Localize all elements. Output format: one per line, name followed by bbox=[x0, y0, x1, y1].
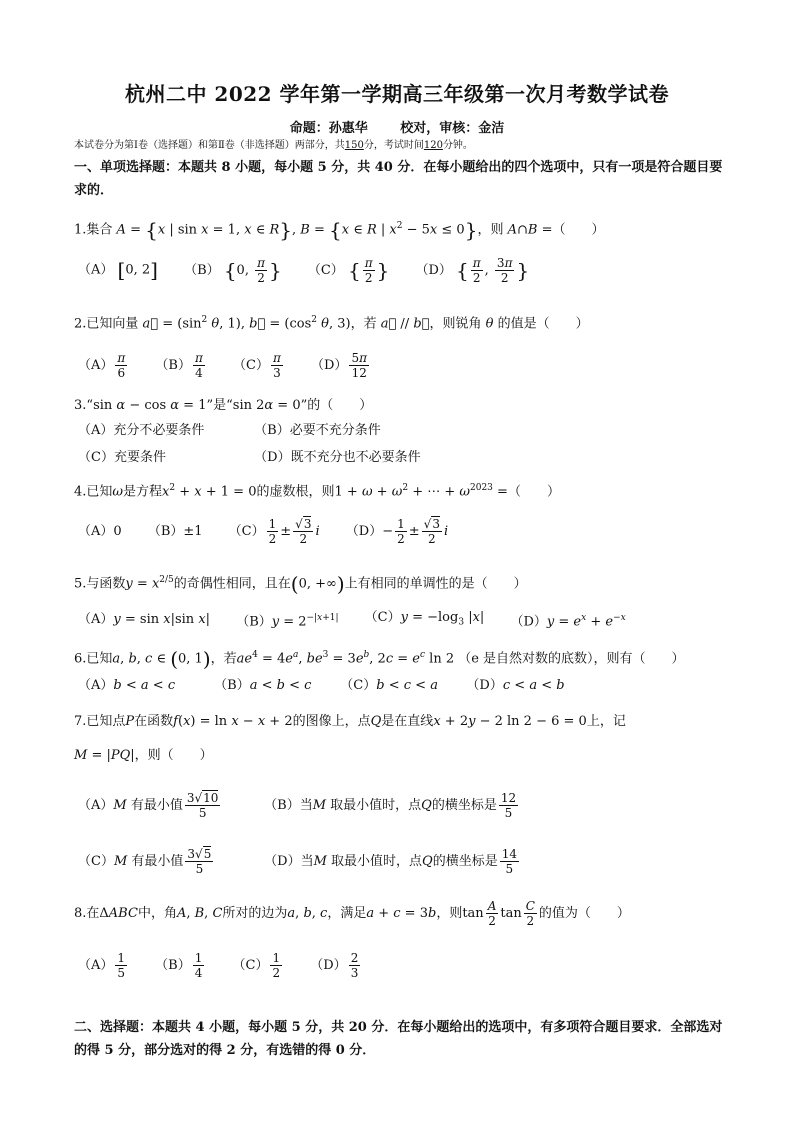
option-b: （B）当M 取最小值时，点Q的横坐标是 $\frac{12}{5}$ bbox=[264, 791, 517, 820]
option-d: （D） { $\frac{\pi}{2}$ , $\frac{3\pi}{2}$ } bbox=[415, 256, 530, 285]
option-d: （D）当M 取最小值时，点Q的横坐标是 $\frac{14}{5}$ bbox=[264, 847, 518, 876]
option-c: $(C)y = -\log_3$ |x| bbox=[364, 610, 485, 628]
option-b: （B） $\frac{\pi}{4}$ bbox=[155, 351, 203, 380]
option-a: （A）充分不必要条件 bbox=[78, 423, 205, 438]
option-a: （A）b < a < c bbox=[78, 678, 176, 693]
question-7-line2: M = |PQ|，则（ ） bbox=[74, 748, 213, 763]
option-c: （C） $\frac{1}{2}$ bbox=[232, 951, 281, 980]
option-c: （C） { $\frac{\pi}{2}$ } bbox=[307, 256, 390, 285]
option-d: （D）既不充分也不必要条件 bbox=[254, 450, 421, 465]
question-8: 8.在ΔABC中，角A, B, C所对的边为a, b, c，满足a + c = 3b，则tan $\frac{A}{2}$ tan $\frac{C}{2}$ 的值为（ ） bbox=[74, 899, 630, 928]
option-b: $(B)y = 2^{-|x+1|}$ bbox=[236, 613, 339, 630]
question-1-options bbox=[78, 257, 551, 284]
question-7: 7.已知点P在函数f(x) = ln x − x + 2的图像上，点Q是在直线x + 2y − 2 ln 2 − 6 = 0上，记 bbox=[74, 714, 626, 729]
section-1-heading: 一、单项选择题：本题共 8 小题，每小题 5 分，共 40 分．在每小题给出的四个选项中，只有一项是符合题目要求的． bbox=[74, 160, 723, 198]
option-d: （D）− $\frac{1}{2}$ ± $\frac{√3}{2}$ i bbox=[345, 517, 449, 546]
question-3-options-row1 bbox=[78, 421, 403, 442]
question-4-options bbox=[78, 518, 470, 545]
option-c: （C）b < c < a bbox=[340, 678, 438, 693]
question-6-options bbox=[78, 676, 587, 697]
question-3: 3.“sin α − cos α = 1”是“sin 2α = 0”的（ ） bbox=[74, 398, 373, 413]
option-c: （C） $\frac{1}{2}$ ± $\frac{√3}{2}$ i bbox=[228, 517, 320, 546]
question-2: 2.已知向量 a⃗ = ($\sin^2$ θ, 1), b⃗ = ($\cos^2$ θ, 3)，若 a⃗ // b⃗，则锐角 θ 的值是（ ） bbox=[74, 315, 589, 332]
option-b: （B）必要不充分条件 bbox=[254, 423, 381, 438]
question-7-options-row1 bbox=[78, 792, 542, 819]
page-title: 杭州二中 2022 学年第一学期高三年级第一次月考数学试卷 bbox=[124, 82, 670, 106]
section-2-heading: 二、选择题：本题共 4 小题，每小题 5 分，共 20 分．在每小题给出的选项中，有多项符合题目要求．全部选对的得 5 分，部分选对的得 2 分，有选错的得 0 分． bbox=[74, 1020, 723, 1058]
exam-note: 本试卷分为第Ⅰ卷（选择题）和第Ⅱ卷（非选择题）两部分，共150分，考试时间120分钟。 bbox=[74, 140, 473, 151]
option-d: （D）c < a < b bbox=[466, 678, 565, 693]
question-5: 5.与函数$y = x^{2/5}$的奇偶性相同，且在(0, +∞)上有相同的单调性的是（ ） bbox=[74, 571, 527, 596]
question-6: 6.已知a, b, c ∈ (0, 1)，若$ae^4 = 4e^a$, $be^3 = 3e^b$, $2c = e^c$ ln 2 （e 是自然对数的底数），则有（ ） bbox=[74, 646, 685, 671]
reviewer: 校对，审核：金洁 bbox=[400, 121, 505, 136]
option-b: （B） $\frac{1}{4}$ bbox=[155, 951, 203, 980]
option-b: （B）a < b < c bbox=[214, 678, 312, 693]
question-5-options bbox=[78, 608, 648, 633]
option-a: （A）M 有最小值 $\frac{3√10}{5}$ bbox=[78, 791, 219, 820]
option-a: （A） [0, 2] bbox=[78, 258, 158, 283]
option-c: （C） $\frac{\pi}{3}$ bbox=[233, 351, 281, 380]
option-d: （D） $\frac{5\pi}{12}$ bbox=[311, 351, 367, 380]
option-a: （A）0 bbox=[78, 523, 122, 539]
question-3-options-row2 bbox=[78, 448, 443, 469]
authors-line bbox=[0, 117, 794, 136]
option-d: （D） $\frac{2}{3}$ bbox=[310, 951, 359, 980]
author: 命题：孙惠华 bbox=[289, 121, 368, 136]
option-a: （A）y = sin x|sin x| bbox=[78, 612, 211, 628]
option-c: （C）充要条件 bbox=[78, 450, 166, 465]
question-7-options-row2 bbox=[78, 848, 543, 875]
question-2-options bbox=[78, 352, 393, 379]
option-d: $(D)y = e^x + e^{-x}$ bbox=[510, 613, 626, 630]
question-8-options bbox=[78, 952, 384, 979]
option-b: （B） {0, $\frac{\pi}{2}$ } bbox=[184, 256, 282, 285]
option-a: （A） $\frac{1}{5}$ bbox=[78, 951, 126, 980]
option-a: （A） $\frac{\pi}{6}$ bbox=[78, 351, 126, 380]
option-c: （C）M 有最小值 $\frac{3√5}{5}$ bbox=[78, 847, 212, 876]
question-1: 1.集合 A = {x | sin x = 1, x ∈ R}, B = {x ∈ R | $x^2 - 5x \le 0$}，则 A∩B =（ ） bbox=[74, 217, 605, 242]
question-4: 4.已知ω是方程$x^2 + x + 1 = 0$的虚数根，则$1 + \omega + \omega^2$ + ⋯ + $\omega^{2023}$ =（ ） bbox=[74, 483, 560, 500]
option-b: （B）±1 bbox=[147, 523, 203, 539]
